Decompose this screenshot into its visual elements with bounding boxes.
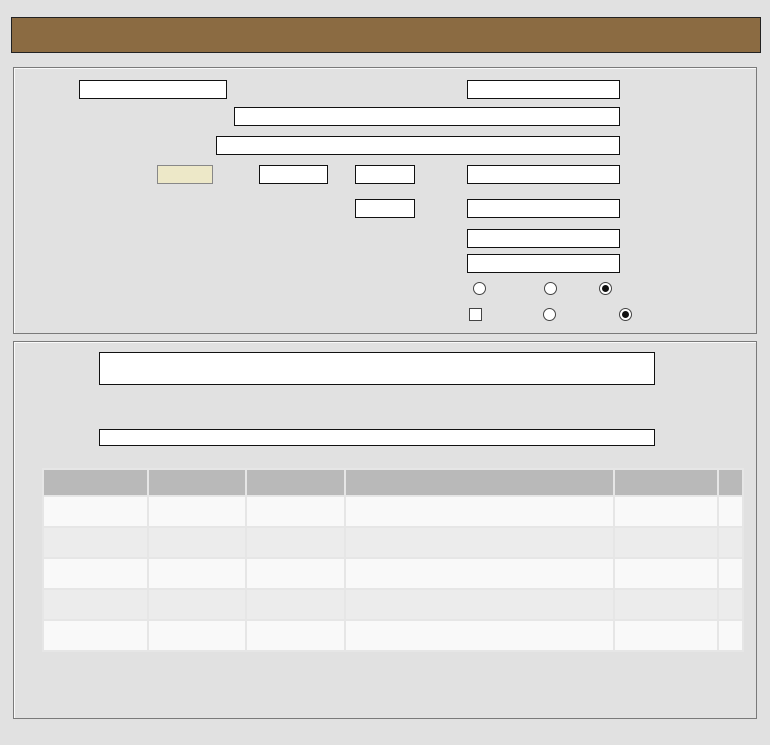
remaining-days-field xyxy=(259,165,328,184)
cell-name xyxy=(345,589,614,620)
remaining-time-field xyxy=(157,165,213,184)
general-desc-field xyxy=(99,352,655,385)
cell-qty xyxy=(148,558,247,589)
cell-name xyxy=(345,496,614,527)
table-header-row xyxy=(43,469,743,496)
cell-date xyxy=(43,620,148,651)
col-header-unit xyxy=(246,469,345,496)
cell-code xyxy=(614,496,718,527)
reply-deadline-time-field xyxy=(355,165,415,184)
category-radio-goods-service[interactable] xyxy=(473,282,486,295)
table-row xyxy=(43,620,743,651)
col-header-date xyxy=(43,469,148,496)
buyer-org-field xyxy=(234,107,620,126)
cell-qty xyxy=(148,620,247,651)
cell-row-num xyxy=(718,589,743,620)
cell-qty xyxy=(148,527,247,558)
treasury-checkbox[interactable] xyxy=(469,308,482,321)
price-validity-time-field xyxy=(355,199,415,218)
reply-deadline-date-field xyxy=(467,165,620,184)
col-header-name xyxy=(345,469,614,496)
delivery-city-field xyxy=(467,254,620,273)
table-row xyxy=(43,589,743,620)
cell-unit xyxy=(246,620,345,651)
cell-unit xyxy=(246,589,345,620)
delivery-province-field xyxy=(467,229,620,248)
cell-unit xyxy=(246,527,345,558)
cell-row-num xyxy=(718,496,743,527)
cell-name xyxy=(345,558,614,589)
items-panel xyxy=(13,341,757,719)
cell-code xyxy=(614,558,718,589)
table-row xyxy=(43,496,743,527)
need-details-panel xyxy=(13,67,757,334)
requester-field xyxy=(216,136,620,155)
category-radio-service[interactable] xyxy=(544,282,557,295)
cell-unit xyxy=(246,496,345,527)
cell-code xyxy=(614,620,718,651)
cell-code xyxy=(614,589,718,620)
cell-name xyxy=(345,527,614,558)
cell-date xyxy=(43,527,148,558)
page-header xyxy=(11,17,761,53)
purchase-type-radio-minor[interactable] xyxy=(619,308,632,321)
cell-unit xyxy=(246,558,345,589)
cell-code xyxy=(614,527,718,558)
cell-qty xyxy=(148,496,247,527)
category-radio-goods[interactable] xyxy=(599,282,612,295)
goods-group-field xyxy=(99,429,655,446)
col-header-row-num xyxy=(718,469,743,496)
items-table xyxy=(42,468,744,652)
cell-date xyxy=(43,558,148,589)
cell-row-num xyxy=(718,527,743,558)
cell-date xyxy=(43,496,148,527)
cell-qty xyxy=(148,589,247,620)
cell-row-num xyxy=(718,620,743,651)
col-header-qty xyxy=(148,469,247,496)
price-validity-date-field xyxy=(467,199,620,218)
table-row xyxy=(43,527,743,558)
announce-datetime-field xyxy=(79,80,227,99)
col-header-code xyxy=(614,469,718,496)
cell-row-num xyxy=(718,558,743,589)
cell-date xyxy=(43,589,148,620)
table-row xyxy=(43,558,743,589)
need-number-field xyxy=(467,80,620,99)
cell-name xyxy=(345,620,614,651)
purchase-type-radio-medium[interactable] xyxy=(543,308,556,321)
